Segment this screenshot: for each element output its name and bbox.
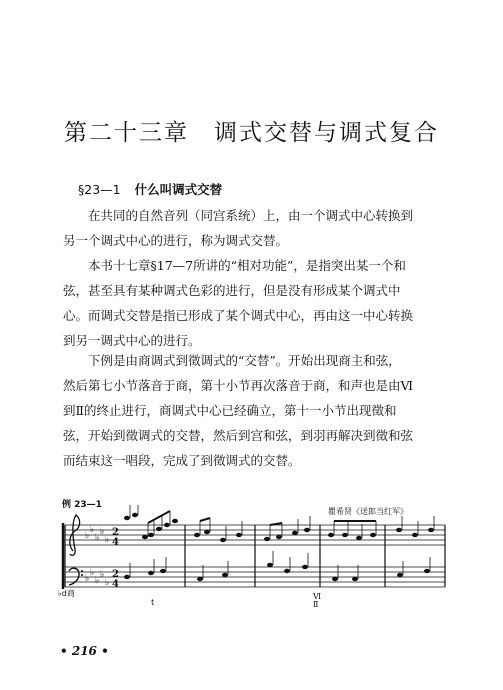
svg-text:♭: ♭ <box>85 531 90 541</box>
text-line: 到Ⅱ的终止进行，商调式中心已经确立，第十一小节出现徵和 <box>63 403 397 418</box>
svg-text:♭: ♭ <box>95 533 100 543</box>
svg-text:4: 4 <box>112 537 119 548</box>
time-signature <box>112 527 119 590</box>
svg-text:♭: ♭ <box>105 578 110 588</box>
chapter-title: 第二十三章 调式交替与调式复合 <box>64 120 439 146</box>
paragraph-1 <box>63 203 463 253</box>
svg-text:♭: ♭ <box>100 527 105 537</box>
example-label: 例 23—1 <box>62 500 102 510</box>
text-line: 到另一调式中心的进行。 <box>63 333 201 348</box>
chord-mark: t <box>151 598 155 607</box>
svg-text:♭: ♭ <box>85 574 90 584</box>
text-line: 在共同的自然音列（同宫系统）上，由一个调式中心转换到 <box>63 208 414 223</box>
text-line: 本书十七章§17—7所讲的“相对功能”，是指突出某一个和 <box>63 258 406 273</box>
section-title: 什么叫调式交替 <box>134 182 223 197</box>
paragraph-2 <box>63 253 463 353</box>
text-line: 弦，甚至具有某种调式色彩的进行，但是没有形成某个调式中 <box>63 283 401 298</box>
chord-mark: Ⅱ <box>313 600 319 609</box>
text-line: 下例是由商调式到徵调式的“交替”。开始出现商主和弦， <box>63 353 401 368</box>
page-number: • 216 • <box>60 644 109 658</box>
svg-text:♭: ♭ <box>100 570 105 580</box>
treble-notes <box>124 513 434 542</box>
paragraph-3 <box>63 348 463 473</box>
text-line: 心。而调式交替是指已形成了某个调式中心，再由这一中心转换 <box>63 308 414 323</box>
svg-text:4: 4 <box>112 579 119 590</box>
svg-text:♭: ♭ <box>90 568 95 578</box>
key-signature <box>85 525 109 588</box>
key-label: ♭d商 <box>58 589 75 598</box>
section-number: §23—1 <box>78 182 121 197</box>
svg-text:♭: ♭ <box>105 535 110 545</box>
text-line: 而结束这一唱段，完成了到徵调式的交替。 <box>63 453 301 468</box>
svg-text:♭: ♭ <box>95 576 100 586</box>
section-heading <box>78 180 222 198</box>
text-line: 弦，开始到徵调式的交替，然后到宫和弦，到羽再解决到徵和弦 <box>63 428 414 443</box>
chord-marks <box>151 592 321 609</box>
text-line: 另一个调式中心的进行，称为调式交替。 <box>63 233 289 248</box>
text-line: 然后第七小节落音于商，第十小节再次落音于商，和声也是由Ⅵ <box>63 378 414 393</box>
chord-mark: Ⅵ <box>313 592 322 601</box>
svg-text:2: 2 <box>112 569 119 580</box>
music-score <box>55 505 450 610</box>
composer-credit: 瞿希贤《送郎当红军》 <box>328 507 408 516</box>
svg-text:♭: ♭ <box>90 525 95 535</box>
svg-text:2: 2 <box>112 527 119 538</box>
bar-lines <box>63 523 445 589</box>
